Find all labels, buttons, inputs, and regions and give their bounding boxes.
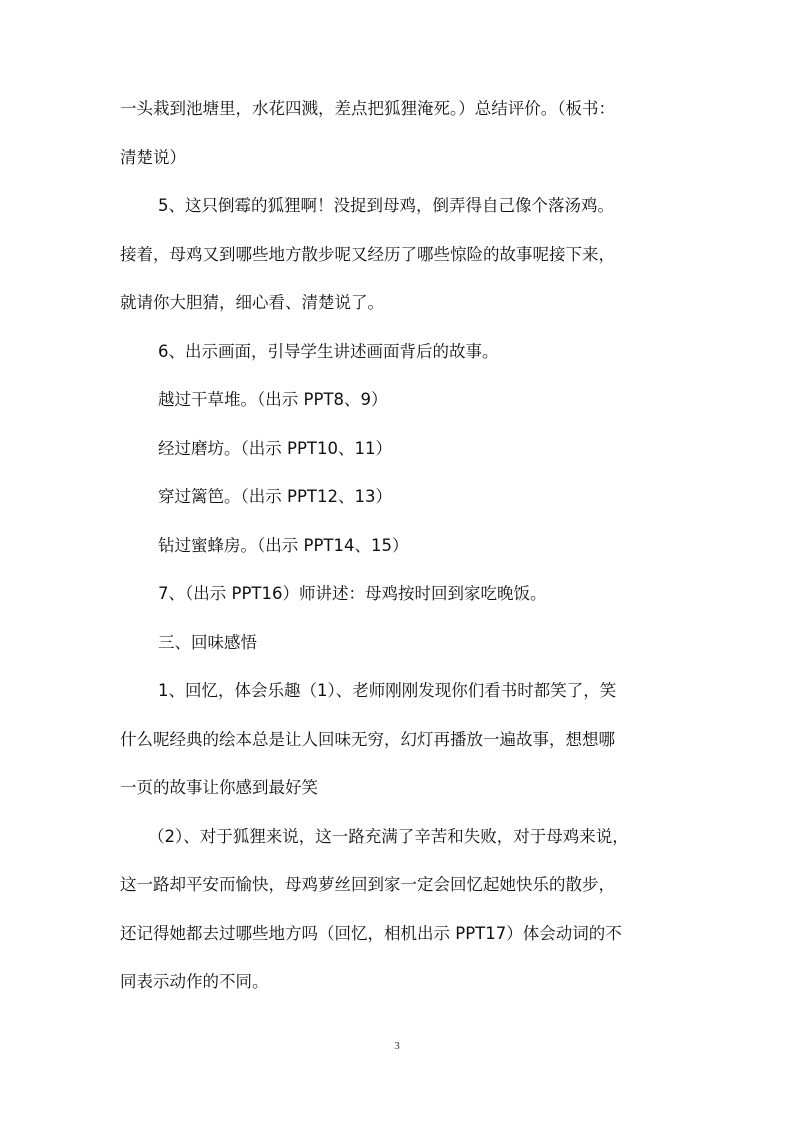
- paragraph-line: 越过干草堆。（出示 PPT8、9）: [158, 390, 388, 409]
- paragraph-line: 这一路却平安而愉快，母鸡萝丝回到家一定会回忆起她快乐的散步，: [120, 875, 615, 894]
- paragraph-line: 6、出示画面，引导学生讲述画面背后的故事。: [158, 341, 499, 361]
- page-number: 3: [394, 1040, 400, 1052]
- paragraph-line: 一页的故事让你感到最好笑: [120, 778, 318, 797]
- section-heading: 三、回味感悟: [158, 632, 257, 652]
- paragraph-line: 钻过蜜蜂房。（出示 PPT14、15）: [158, 535, 409, 555]
- paragraph-line: 经过磨坊。（出示 PPT10、11）: [158, 438, 392, 458]
- paragraph-line: 7、（出示 PPT16）师讲述：母鸡按时回到家吃晚饭。: [158, 584, 547, 603]
- paragraph-line: 同表示动作的不同。: [120, 972, 269, 991]
- paragraph-line: 穿过篱笆。（出示 PPT12、13）: [158, 487, 392, 506]
- paragraph-line: 就请你大胆猜，细心看、清楚说了。: [120, 293, 384, 312]
- paragraph-line: 5、这只倒霉的狐狸啊！没捉到母鸡，倒弄得自己像个落汤鸡。: [158, 196, 614, 215]
- paragraph-line: （2）、对于狐狸来说，这一路充满了辛苦和失败，对于母鸡来说，: [148, 826, 629, 846]
- paragraph-line: 还记得她都去过哪些地方吗（回忆，相机出示 PPT17）体会动词的不: [120, 923, 622, 943]
- paragraph-line: 接着，母鸡又到哪些地方散步呢又经历了哪些惊险的故事呢接下来，: [120, 244, 615, 264]
- paragraph-line: 一头栽到池塘里，水花四溅，差点把狐狸淹死。）总结评价。（板书：: [120, 99, 615, 118]
- paragraph-line: 什么呢经典的绘本总是让人回味无穷，幻灯再播放一遍故事，想想哪: [120, 729, 615, 749]
- paragraph-line: 1、回忆，体会乐趣（1）、老师刚刚发现你们看书时都笑了，笑: [158, 681, 617, 700]
- paragraph-line: 清楚说）: [120, 147, 186, 167]
